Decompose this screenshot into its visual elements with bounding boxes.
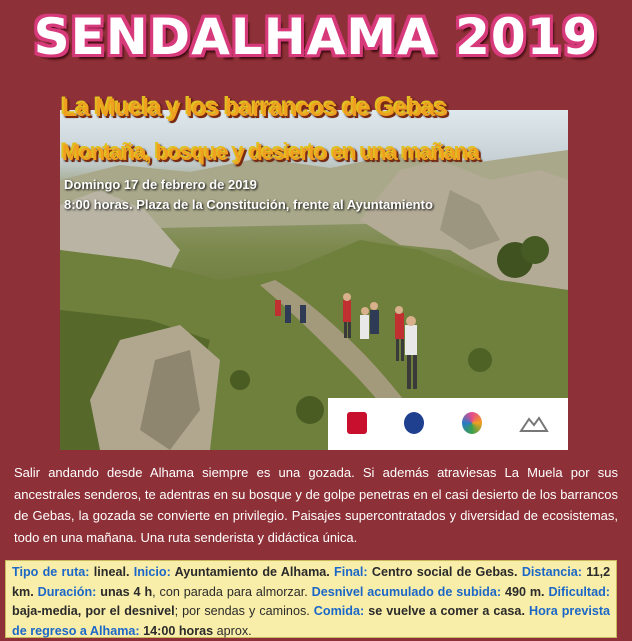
value-comida: se vuelve a comer a casa. (368, 604, 525, 619)
sponsor-logos (328, 398, 568, 450)
logo-alhama (462, 412, 482, 436)
label-duracion: Duración: (37, 584, 97, 599)
proteccion-civil-icon (404, 412, 424, 434)
mountain-icon (519, 415, 549, 433)
value-regreso: 14:00 horas (143, 623, 214, 638)
event-date: Domingo 17 de febrero de 2019 (64, 177, 257, 192)
logo-ayuntamiento (347, 412, 367, 436)
alhama-logo-icon (462, 412, 482, 434)
label-tipo: Tipo de ruta: (12, 565, 90, 579)
note-duracion: , con parada para almorzar. (152, 584, 308, 599)
route-description: Salir andando desde Alhama siempre es una gozada. Si además atraviesas La Muela por sus ancestrales senderos, te adentras en su bosque y de golpe penetras en el casi desierto de los barrancos de Gebas, la gozada se convierte en privilegio. Paisajes supercontratados y diversidad de ecosistemas, todo en una mañana. Una ruta senderista y didáctica única. (14, 465, 618, 545)
note-dificultad: ; por sendas y caminos. (174, 604, 310, 619)
value-desnivel: 490 m. (504, 584, 545, 599)
value-final: Centro social de Gebas. (371, 565, 518, 579)
label-comida: Comida: (313, 604, 365, 619)
note-regreso: aprox. (213, 623, 252, 638)
value-distancia: 11,2 km. (12, 565, 611, 599)
value-tipo: lineal. (93, 565, 130, 579)
event-details (64, 175, 433, 215)
label-inicio: Inicio: (133, 565, 171, 579)
ayuntamiento-crest-icon (347, 412, 367, 434)
route-tagline: Montaña, bosque y desierto en una mañana (62, 140, 480, 165)
label-desnivel: Desnivel acumulado de subida: (311, 584, 502, 599)
logo-proteccion-civil (404, 412, 424, 436)
label-dificultad: Dificultad: (548, 584, 611, 599)
route-info-box (5, 560, 617, 638)
value-dificultad: baja-media, por el desnivel (12, 604, 175, 619)
label-final: Final: (334, 565, 368, 579)
logo-sendalhama (519, 415, 549, 433)
event-meeting-point: 8:00 horas. Plaza de la Constitución, frente al Ayuntamiento (64, 197, 433, 212)
value-inicio: Ayuntamiento de Alhama. (174, 565, 330, 579)
value-duracion: unas 4 h (100, 584, 153, 599)
poster-title: SENDALHAMA 2019 (33, 8, 599, 66)
label-distancia: Distancia: (521, 565, 583, 579)
route-name: La Muela y los barrancos de Gebas (62, 94, 448, 122)
label-regreso: Hora prevista de regreso a Alhama: (12, 604, 611, 638)
